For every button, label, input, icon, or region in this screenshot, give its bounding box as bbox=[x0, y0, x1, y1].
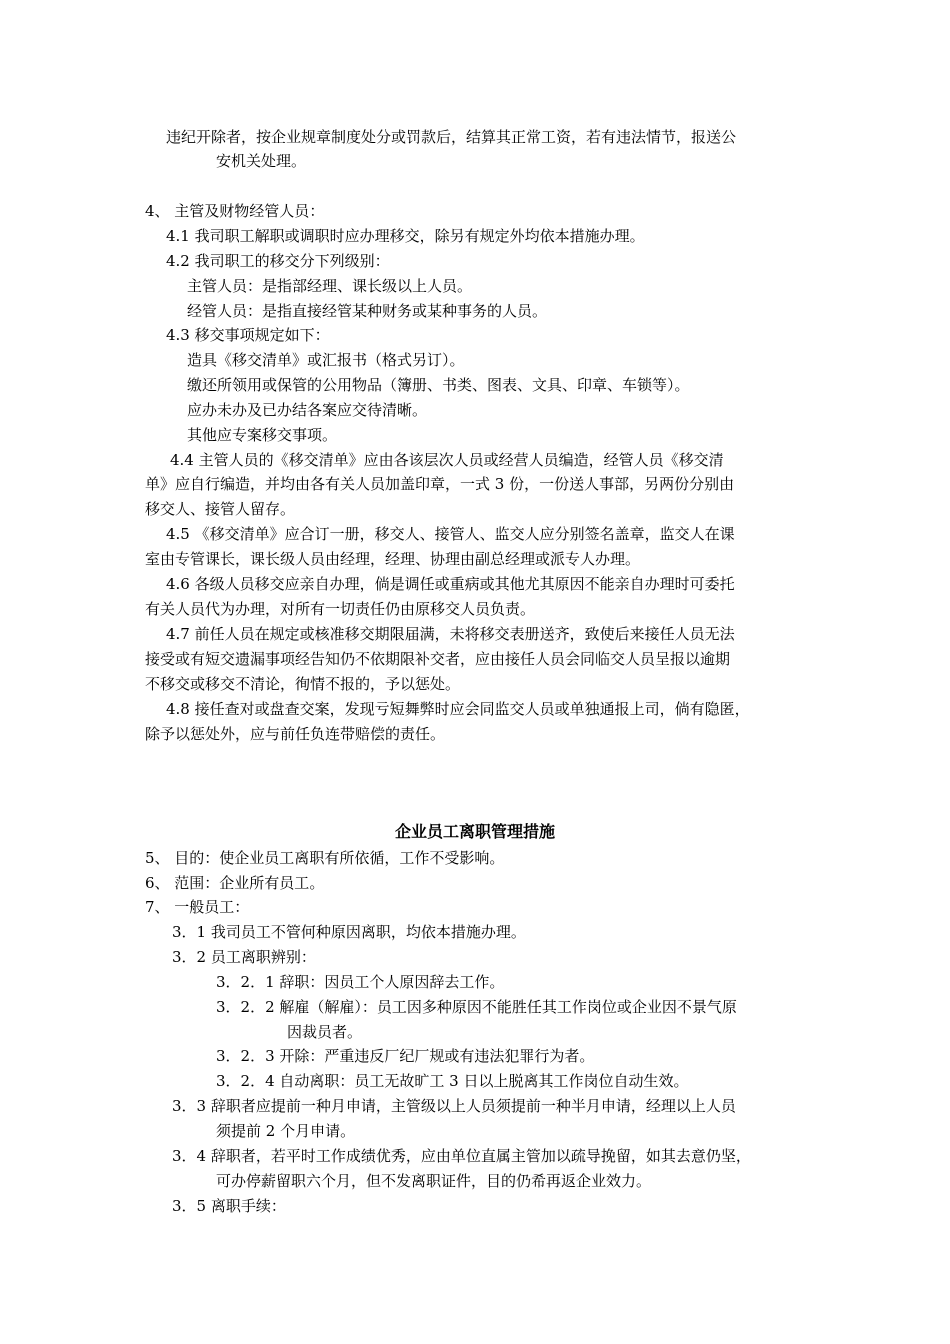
section-heading: 6、 范围：企业所有员工。 bbox=[145, 874, 325, 892]
paragraph-line: 3．2．3 开除：严重违反厂纪厂规或有违法犯罪行为者。 bbox=[216, 1047, 595, 1065]
paragraph-line: 主管人员：是指部经理、课长级以上人员。 bbox=[187, 277, 473, 295]
paragraph-line: 因裁员者。 bbox=[287, 1023, 363, 1041]
paragraph-line: 3．2 员工离职辨别： bbox=[172, 948, 316, 966]
paragraph-line: 可办停薪留职六个月，但不发离职证件，目的仍希再返企业效力。 bbox=[216, 1172, 652, 1190]
paragraph-line: 有关人员代为办理，对所有一切责任仍由原移交人员负责。 bbox=[145, 600, 536, 618]
paragraph-line: 3．2．1 辞职：因员工个人原因辞去工作。 bbox=[216, 973, 505, 991]
paragraph-line: 应办未办及已办结各案应交待清晰。 bbox=[187, 401, 428, 419]
paragraph-line: 缴还所领用或保管的公用物品（簿册、书类、图表、文具、印章、车锁等）。 bbox=[187, 376, 690, 394]
paragraph-line: 移交人、接管人留存。 bbox=[145, 500, 296, 518]
paragraph-line: 4.1 我司职工解职或调职时应办理移交，除另有规定外均依本措施办理。 bbox=[166, 227, 645, 245]
paragraph-line: 3．2．4 自动离职：员工无故旷工 3 日以上脱离其工作岗位自动生效。 bbox=[216, 1072, 689, 1090]
paragraph-line: 接受或有短交遗漏事项经告知仍不依期限补交者，应由接任人员会同临交人员呈报以逾期 bbox=[145, 650, 731, 668]
paragraph-line: 须提前 2 个月申请。 bbox=[216, 1122, 356, 1140]
paragraph-line: 其他应专案移交事项。 bbox=[187, 426, 338, 444]
paragraph-line: 违纪开除者，按企业规章制度处分或罚款后，结算其正常工资，若有违法情节，报送公 bbox=[166, 128, 737, 146]
paragraph-line: 4.2 我司职工的移交分下列级别： bbox=[166, 252, 390, 270]
paragraph-line: 4.5 《移交清单》应合订一册，移交人、接管人、监交人应分别签名盖章，监交人在课 bbox=[166, 525, 735, 543]
paragraph-line: 3．3 辞职者应提前一种月申请，主管级以上人员须提前一种半月申请，经理以上人员 bbox=[172, 1097, 736, 1115]
paragraph-line: 经管人员：是指直接经管某种财务或某种事务的人员。 bbox=[187, 302, 548, 320]
paragraph-line: 4.6 各级人员移交应亲自办理，倘是调任或重病或其他尤其原因不能亲自办理时可委托 bbox=[166, 575, 735, 593]
paragraph-line: 造具《移交清单》或汇报书（格式另订）。 bbox=[187, 351, 465, 369]
paragraph-line: 4.3 移交事项规定如下： bbox=[166, 326, 330, 344]
paragraph-line: 3．5 离职手续： bbox=[172, 1197, 286, 1215]
paragraph-line: 3．2．2 解雇（解雇）：员工因多种原因不能胜任其工作岗位或企业因不景气原 bbox=[216, 998, 737, 1016]
paragraph-line: 除予以惩处外，应与前任负连带赔偿的责任。 bbox=[145, 725, 446, 743]
paragraph-line: 4.4 主管人员的《移交清单》应由各该层次人员或经营人员编造，经管人员《移交清 bbox=[170, 451, 724, 469]
paragraph-line: 单》应自行编造，并均由各有关人员加盖印章，一式 3 份，一份送人事部，另两份分别由 bbox=[145, 475, 735, 493]
paragraph-line: 3．4 辞职者，若平时工作成绩优秀，应由单位直属主管加以疏导挽留，如其去意仍坚， bbox=[172, 1147, 751, 1165]
paragraph-line: 4.7 前任人员在规定或核准移交期限届满，未将移交表册送齐，致使后来接任人员无法 bbox=[166, 625, 735, 643]
section-heading: 7、 一般员工： bbox=[145, 898, 250, 916]
section-heading: 4、 主管及财物经管人员： bbox=[145, 202, 325, 220]
paragraph-line: 4.8 接任查对或盘查交案，发现亏短舞弊时应会同监交人员或单独通报上司，倘有隐匿， bbox=[166, 700, 750, 718]
paragraph-line: 安机关处理。 bbox=[216, 152, 307, 170]
paragraph-line: 不移交或移交不清论，徇情不报的，予以惩处。 bbox=[145, 675, 461, 693]
paragraph-line: 3．1 我司员工不管何种原因离职，均依本措施办理。 bbox=[172, 923, 526, 941]
document-title: 企业员工离职管理措施 bbox=[394, 822, 555, 841]
paragraph-line: 室由专管课长，课长级人员由经理，经理、协理由副总经理或派专人办理。 bbox=[145, 550, 641, 568]
section-heading: 5、 目的：使企业员工离职有所依循，工作不受影响。 bbox=[145, 849, 505, 867]
